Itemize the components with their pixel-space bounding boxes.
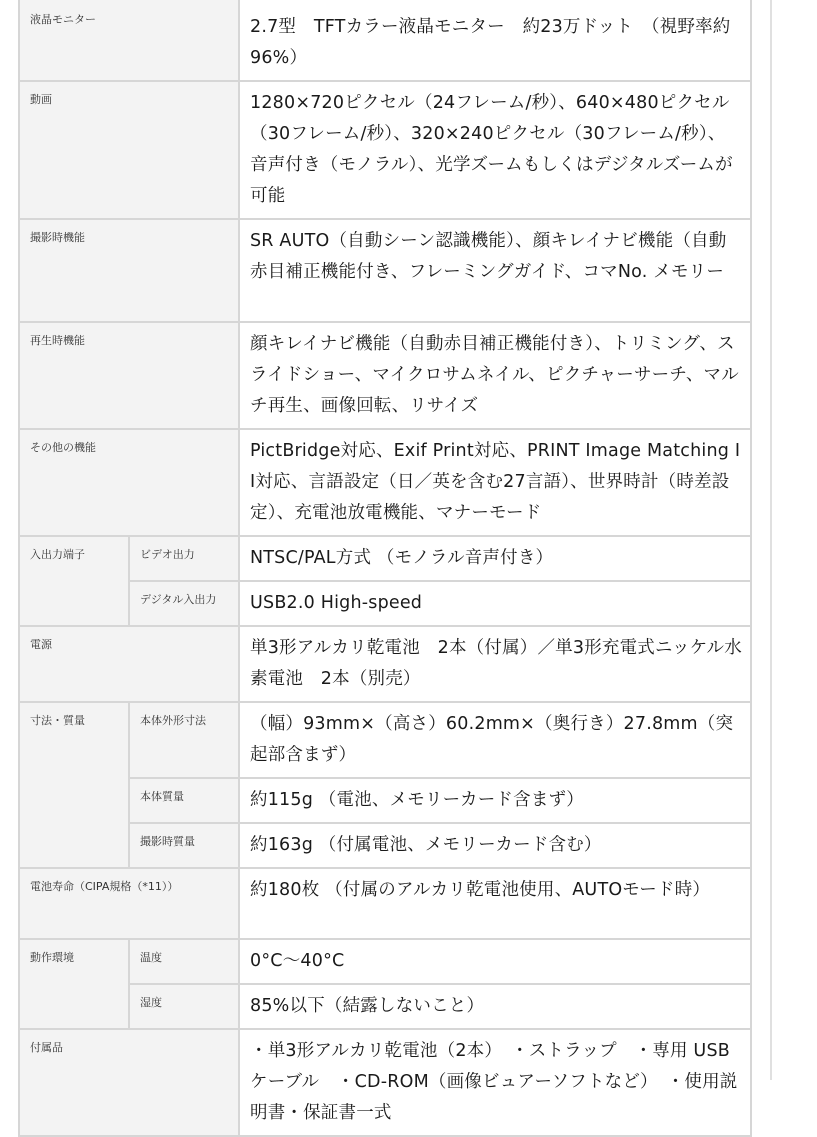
spec-value-body-weight: 約115g （電池、メモリーカード含まず） [239, 778, 751, 823]
spec-row-other-functions [19, 429, 751, 536]
spec-row-movie [19, 81, 751, 219]
spec-value-humidity: 85%以下（結露しないこと） [239, 984, 751, 1029]
spec-row-io-video [19, 536, 751, 581]
spec-label-environment: 動作環境 [19, 939, 129, 1029]
spec-row-playback-functions [19, 322, 751, 429]
spec-value-monitor: 2.7型 TFTカラー液晶モニター 約23万ドット （視野率約 96%） [239, 0, 751, 81]
spec-label-io-terminal: 入出力端子 [19, 536, 129, 626]
spec-value-other-functions: PictBridge対応、Exif Print対応、PRINT Image Matching II対応、言語設定（日／英を含む27言語）、世界時計（時差設定）、充電池放電機能、マナーモード [239, 429, 751, 536]
spec-label-size-weight: 寸法・質量 [19, 702, 129, 868]
spec-row-monitor [19, 0, 751, 81]
spec-label-other-functions: その他の機能 [19, 429, 239, 536]
spec-row-body-weight [19, 778, 751, 823]
spec-label-shooting-functions: 撮影時機能 [19, 219, 239, 322]
spec-label-monitor: 液晶モニター [19, 0, 239, 81]
spec-sublabel-body-weight: 本体質量 [129, 778, 239, 823]
spec-value-shooting-weight: 約163g （付属電池、メモリーカード含む） [239, 823, 751, 868]
spec-sublabel-temperature: 温度 [129, 939, 239, 984]
spec-row-battery-life [19, 868, 751, 939]
spec-row-temperature [19, 939, 751, 984]
spec-sublabel-humidity: 湿度 [129, 984, 239, 1029]
spec-table [18, 0, 752, 1137]
spec-label-battery-life: 電池寿命（CIPA規格（*11）） [19, 868, 239, 939]
spec-sublabel-shooting-weight: 撮影時質量 [129, 823, 239, 868]
spec-value-shooting-functions: SR AUTO（自動シーン認識機能）、顔キレイナビ機能（自動赤目補正機能付き、フレーミングガイド、コマNo. メモリー [239, 219, 751, 322]
spec-sublabel-dimensions: 本体外形寸法 [129, 702, 239, 778]
spec-row-humidity [19, 984, 751, 1029]
spec-value-video-out: NTSC/PAL方式 （モノラル音声付き） [239, 536, 751, 581]
page-divider [770, 0, 772, 1080]
spec-value-power: 単3形アルカリ乾電池 2本（付属）／単3形充電式ニッケル水素電池 2本（別売） [239, 626, 751, 702]
spec-value-battery-life: 約180枚 （付属のアルカリ乾電池使用、AUTOモード時） [239, 868, 751, 939]
spec-sublabel-video-out: ビデオ出力 [129, 536, 239, 581]
spec-value-temperature: 0°C〜40°C [239, 939, 751, 984]
spec-value-digital-io: USB2.0 High-speed [239, 581, 751, 626]
spec-label-playback-functions: 再生時機能 [19, 322, 239, 429]
spec-row-power [19, 626, 751, 702]
spec-value-accessories: ・単3形アルカリ乾電池（2本） ・ストラップ ・専用 USBケーブル ・CD-ROM（画像ビュアーソフトなど） ・使用説明書・保証書一式 [239, 1029, 751, 1136]
spec-row-shooting-weight [19, 823, 751, 868]
spec-sublabel-digital-io: デジタル入出力 [129, 581, 239, 626]
spec-label-power: 電源 [19, 626, 239, 702]
spec-label-movie: 動画 [19, 81, 239, 219]
spec-row-shooting-functions [19, 219, 751, 322]
spec-row-io-digital [19, 581, 751, 626]
spec-label-accessories: 付属品 [19, 1029, 239, 1136]
spec-row-accessories [19, 1029, 751, 1136]
spec-row-dimensions [19, 702, 751, 778]
spec-value-movie: 1280×720ピクセル（24フレーム/秒）、640×480ピクセル（30フレーム/秒）、320×240ピクセル（30フレーム/秒）、音声付き（モノラル）、光学ズームもしくはデジタルズームが可能 [239, 81, 751, 219]
spec-value-dimensions: （幅）93mm×（高さ）60.2mm×（奥行き）27.8mm（突起部含まず） [239, 702, 751, 778]
spec-value-playback-functions: 顔キレイナビ機能（自動赤目補正機能付き）、トリミング、スライドショー、マイクロサムネイル、ピクチャーサーチ、マルチ再生、画像回転、リサイズ [239, 322, 751, 429]
